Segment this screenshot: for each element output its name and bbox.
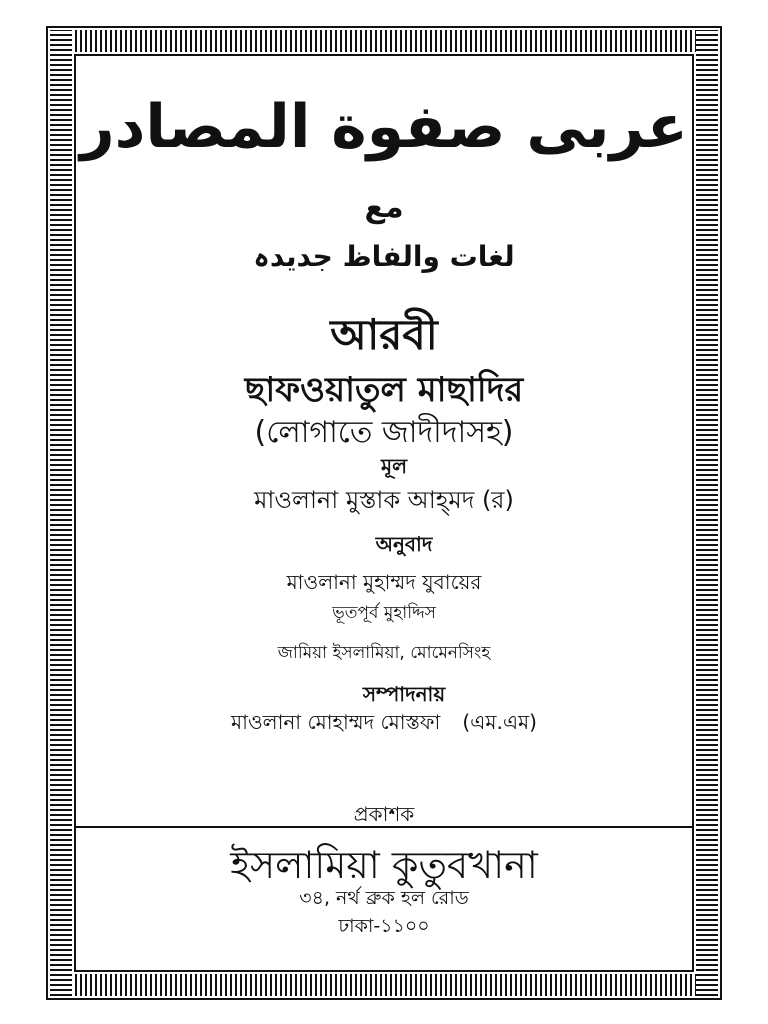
mul-label: মূল [380,454,407,478]
arabic-subtitle: لغات والفاظ جدیدہ [253,240,515,273]
arabic-title: عربی صفوة المصادر [80,92,688,162]
publisher-label: প্রকাশক [353,802,415,826]
bengali-subtitle: (লোগাতে জাদীদাসহ) [254,415,514,450]
translator-name: মাওলানা মুহাম্মদ যুবায়ের [286,570,482,594]
editor-line [74,708,694,741]
editing-label: সম্পাদনায় [362,682,446,706]
arabic-connector: مع [364,190,404,225]
editor-name: মাওলানা মোহাম্মদ মোস্তফা [231,710,441,734]
ornamental-border-bottom [50,974,718,996]
bengali-title: ছাফওয়াতুল মাছাদির [244,370,524,410]
bengali-arabi-heading: আরবী [330,310,438,359]
institution-name: জামিয়া ইসলামিয়া, মোমেনসিংহ [277,643,491,663]
editor-degree: (এম.এম) [462,710,537,734]
author-name: মাওলানা মুস্তাক আহ্‌মদ (র) [254,486,514,514]
ornamental-border-right [696,30,718,996]
translator-role: ভূতপূর্ব মুহাদ্দিস [332,603,436,623]
ornamental-border-top [50,30,718,52]
publisher-city: ঢাকা-১১০০ [338,915,430,937]
ornamental-border-left [50,30,72,996]
publisher-address: ৩৪, নর্থ ব্রুক হল রোড [299,887,469,909]
publisher-name: ইসলামিয়া কুতুবখানা [230,843,538,887]
translation-label: অনুবাদ [375,532,433,556]
